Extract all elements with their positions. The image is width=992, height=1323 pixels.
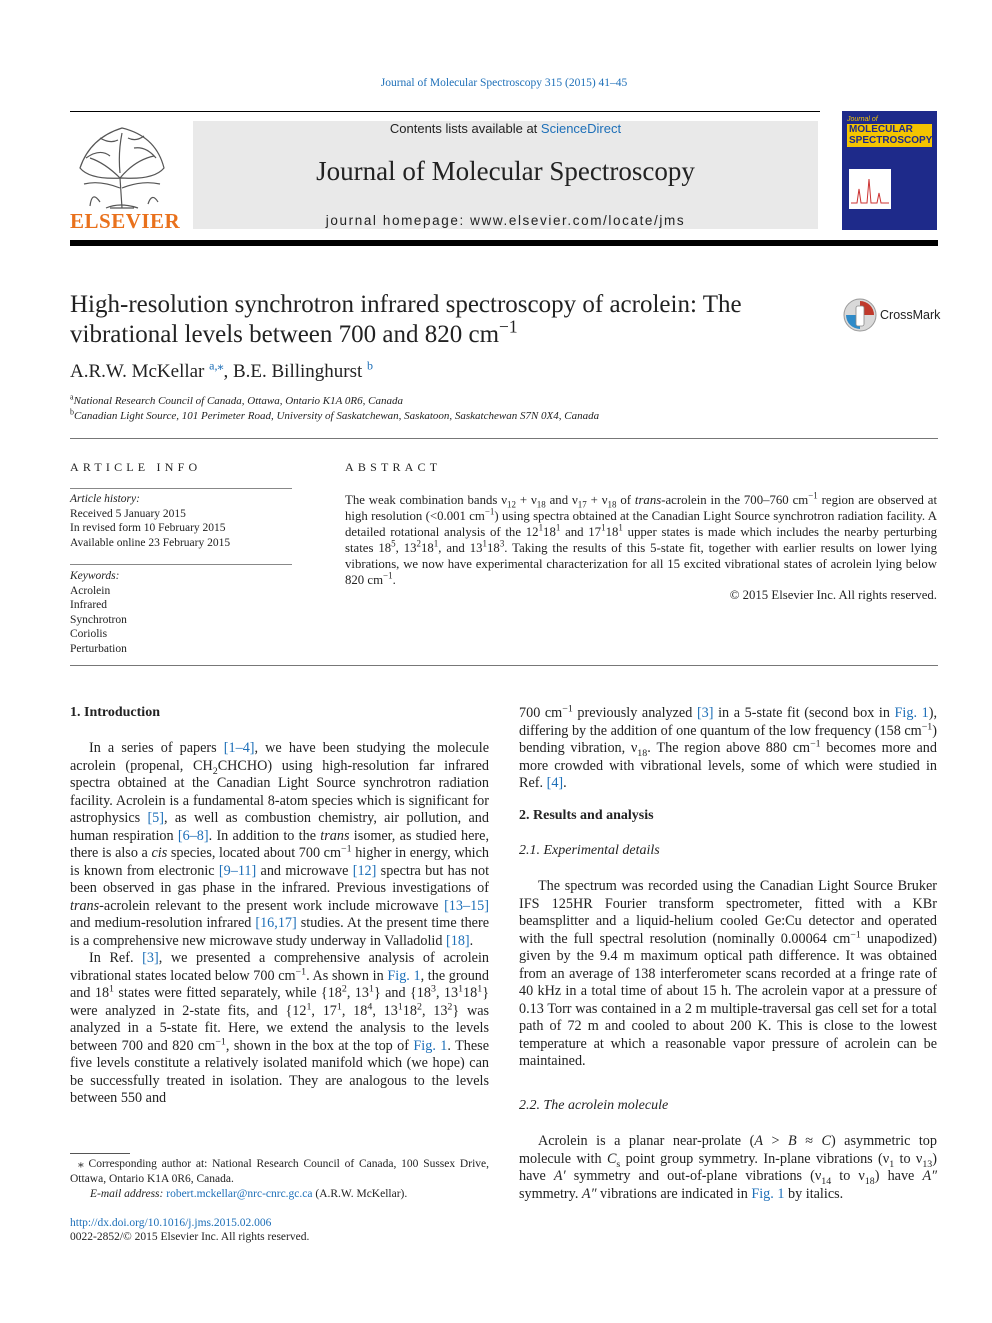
title-line-2-sup: −1 bbox=[499, 316, 518, 337]
keyword: Infrared bbox=[70, 599, 108, 611]
figure-link[interactable]: Fig. 1 bbox=[413, 1037, 448, 1054]
received-date: Received 5 January 2015 bbox=[70, 507, 186, 520]
author-list bbox=[70, 358, 374, 383]
sciencedirect-link[interactable]: ScienceDirect bbox=[540, 121, 622, 136]
author-1-affil-mark[interactable]: a,⁎ bbox=[209, 358, 224, 373]
corresponding-author-footnote bbox=[70, 1157, 489, 1202]
article-title bbox=[70, 290, 830, 350]
cover-title-line1: MOLECULAR bbox=[849, 124, 913, 135]
article-info-rule-2 bbox=[70, 564, 292, 565]
journal-title: Journal of Molecular Spectroscopy bbox=[316, 156, 695, 186]
keyword: Perturbation bbox=[70, 642, 127, 655]
email-label: E-mail address: bbox=[90, 1188, 167, 1200]
divider-top bbox=[70, 438, 938, 439]
journal-homepage[interactable]: journal homepage: www.elsevier.com/locate/jms bbox=[325, 213, 686, 228]
title-line-2 bbox=[70, 316, 830, 350]
email-line bbox=[70, 1187, 489, 1202]
doi-link[interactable]: http://dx.doi.org/10.1016/j.jms.2015.02.006 bbox=[70, 1217, 272, 1229]
header-rule bbox=[70, 111, 820, 112]
cover-figure bbox=[849, 169, 891, 209]
email-link[interactable]: robert.mckellar@nrc-cnrc.gc.ca bbox=[166, 1188, 313, 1200]
subsection-heading-molecule: 2.2. The acrolein molecule bbox=[519, 1098, 669, 1113]
author-separator: , bbox=[223, 361, 233, 382]
affiliation-a bbox=[70, 392, 403, 407]
intro-body: In a series of papers [1–4], we have been studying the molecule acrolein (propenal, $CH_2CHCHO$) using high-resolution far infrared spectra obtained at the Canadian Light Source synchrotron radiation facility. Acrolein is a fundamental 8-atom species which is significant for astrophysics [5], as well as combustion chemistry, air pollution, and human respiration [6–8]. In addition to the trans isomer, as studied here, there is also a cis species, located about 700 $cm^{-1}$ higher in energy, which is known from electronic [9–11] and microwave [12] spectra but has not been observed in gas phase in the infrared. Previous investigations of trans-acrolein relevant to the present work include microwave [13–15] and medium-resolution infrared [16,17] studies. At the present time there is a comprehensive new microwave study underway in Valladolid [18]. In Ref. [3], we presented a comprehensive analysis of acrolein vibrational states located below 700 $cm^{-1}$. As shown in Fig. 1, the ground and $18^1$ states were fitted separately, while {$18^2$, $13^1$} and {$18^3$, $13^118^1$} were analyzed in 2-state fits, and {$12^1$, $17^1$, $18^4$, $13^118^2$, $13^2$} was analyzed in a 5-state fit. Here, we extend the analysis to the levels between 700 and 820 $cm^{-1}$, shown in the box at the top of Fig. 1. These five levels constitute a relatively isolated manifold which (we hope) can be successfully treated in isolation. They are analogous to the levels between 550 and bbox=[70, 740, 490, 1106]
figure-link[interactable]: Fig. 1 bbox=[387, 967, 421, 984]
keyword: Coriolis bbox=[70, 628, 108, 640]
ref-link[interactable]: [6–8] bbox=[177, 827, 209, 844]
issn-copyright: 0022-2852/© 2015 Elsevier Inc. All rights reserved. bbox=[70, 1231, 310, 1243]
header-thick-rule bbox=[70, 240, 938, 246]
author-1: A.R.W. McKellar bbox=[70, 361, 205, 382]
contents-prefix: Contents lists available at bbox=[389, 121, 541, 136]
email-after: (A.R.W. McKellar). bbox=[312, 1188, 408, 1200]
abstract-copyright: © 2015 Elsevier Inc. All rights reserved. bbox=[729, 588, 937, 602]
cover-title-line2: SPECTROSCOPY bbox=[849, 134, 933, 146]
keyword: Synchrotron bbox=[70, 613, 127, 626]
intro-body-continued: 700 $cm^{-1}$ previously analyzed [3] in a 5-state fit (second box in Fig. 1), differing by the addition of one quantum of the low frequency (158 $cm^{-1}$) bending vibration, $\nu_{18}$. The region above 880 $cm^{-1}$ becomes more and more crowded with vibrational levels, some of which were studied in Ref. [4]. bbox=[519, 703, 938, 791]
ref-link[interactable]: [4] bbox=[546, 775, 564, 791]
section-heading-introduction: 1. Introduction bbox=[70, 705, 160, 720]
ref-link[interactable]: [18] bbox=[446, 932, 470, 949]
ref-link[interactable]: [9–11] bbox=[218, 862, 257, 879]
affiliation-b bbox=[70, 407, 600, 422]
title-line-2-text: vibrational levels between 700 and 820 cm bbox=[70, 321, 500, 348]
keyword: Acrolein bbox=[70, 584, 111, 597]
figure-link[interactable]: Fig. 1 bbox=[894, 705, 929, 721]
contents-line bbox=[193, 121, 818, 136]
affiliation-a-text: National Research Council of Canada, Ottawa, Ontario K1A 0R6, Canada bbox=[73, 395, 403, 407]
article-history bbox=[70, 492, 300, 550]
footnote-rule bbox=[70, 1153, 130, 1154]
affiliation-a-mark: a bbox=[70, 392, 74, 402]
crossmark-icon[interactable] bbox=[842, 297, 878, 333]
ref-link[interactable]: [12] bbox=[352, 862, 377, 879]
cover-title bbox=[847, 124, 932, 147]
journal-cover-image bbox=[842, 111, 937, 230]
history-label: Article history: bbox=[70, 493, 140, 505]
publisher-wordmark: ELSEVIER bbox=[70, 209, 181, 233]
affiliation-b-text: Canadian Light Source, 101 Perimeter Road, University of Saskatchewan, Saskatoon, Saskatchewan S7N 0X4, Canada bbox=[74, 410, 600, 422]
keywords-label: Keywords: bbox=[70, 570, 120, 582]
article-info-rule-1 bbox=[70, 488, 292, 489]
figure-link[interactable]: Fig. 1 bbox=[751, 1185, 785, 1202]
ref-link[interactable]: [1–4] bbox=[223, 740, 255, 756]
ref-link[interactable]: [16,17] bbox=[255, 915, 297, 931]
ref-link[interactable]: [3] bbox=[142, 950, 159, 966]
ref-link[interactable]: [5] bbox=[147, 810, 164, 826]
ref-link[interactable]: [3] bbox=[696, 705, 714, 721]
section-heading-results: 2. Results and analysis bbox=[519, 808, 654, 823]
author-2: B.E. Billinghurst bbox=[232, 361, 363, 382]
article-info-heading: ARTICLE INFO bbox=[70, 460, 202, 474]
subsection-heading-experimental: 2.1. Experimental details bbox=[519, 843, 660, 858]
author-2-affil-mark[interactable]: b bbox=[367, 358, 374, 373]
online-date: Available online 23 February 2015 bbox=[70, 536, 231, 549]
journal-citation[interactable]: Journal of Molecular Spectroscopy 315 (2015) 41–45 bbox=[380, 77, 628, 89]
divider-bottom bbox=[70, 665, 938, 666]
experimental-body: The spectrum was recorded using the Canadian Light Source Bruker IFS 125HR Fourier transform spectrometer, fitted with a KBr beamsplitter and a liquid-helium cooled Ge:Cu detector and operated with the full spectral resolution (nominally 0.00064 $cm^{-1}$ unapodized) given by the 9.4 m maximum optical path difference. It was obtained from an average of 138 interferometer scans recorded at a fringe rate of 40 kHz in a total time of about 15 h. The acrolein vapor at a pressure of 0.13 Torr was contained in a 2 m multiple-traversal gas cell set for a total path of 72 m and cooled to about 200 K. This is close to the lowest temperature at which a reasonable vapor pressure of acrolein can be maintained. bbox=[519, 878, 937, 1069]
molecule-body: Acrolein is a planar near-prolate (A > B ≈ C) asymmetric top molecule with $C_s$ point group symmetry. In-plane vibrations ($\nu_1$ to $\nu_{13}$) have A′ symmetry and out-of-plane vibrations ($\nu_{14}$ to $\nu_{18}$) have A″ symmetry. A″ vibrations are indicated in Fig. 1 by italics. bbox=[519, 1133, 938, 1202]
crossmark-label[interactable]: CrossMark bbox=[880, 308, 941, 322]
corr-note: ⁎ Corresponding author at: National Research Council of Canada, 100 Sussex Drive, Ottawa, Ontario K1A 0R6, Canada. bbox=[70, 1158, 489, 1185]
abstract-heading: ABSTRACT bbox=[345, 460, 442, 474]
revised-date: In revised form 10 February 2015 bbox=[70, 522, 226, 534]
cover-small-title: Journal of bbox=[847, 116, 878, 123]
abstract-text: The weak combination bands $\nu_{12} + \nu_{18}$ and $\nu_{17} + \nu_{18}$ of trans-acrolein in the 700–760 $cm^{-1}$ region are observed at high resolution (<0.001 $cm^{-1}$) using spectra obtained at the Canadian Light Source synchrotron radiation facility. A detailed rotational analysis of the $12^118^1$ and $17^118^1$ upper states is made which includes the nearby perturbing states $18^5$, $13^218^1$, and $13^118^3$. Taking the results of this 5-state fit, together with earlier results on lower lying vibrations, we now have experimental characterization for all 15 excited vibrational states of acrolein lying below 820 $cm^{-1}$. bbox=[345, 490, 938, 587]
keywords-block bbox=[70, 569, 300, 656]
title-line-1: High-resolution synchrotron infrared spectroscopy of acrolein: The bbox=[70, 291, 742, 318]
affiliation-b-mark: b bbox=[70, 407, 74, 417]
ref-link[interactable]: [13–15] bbox=[444, 897, 489, 914]
